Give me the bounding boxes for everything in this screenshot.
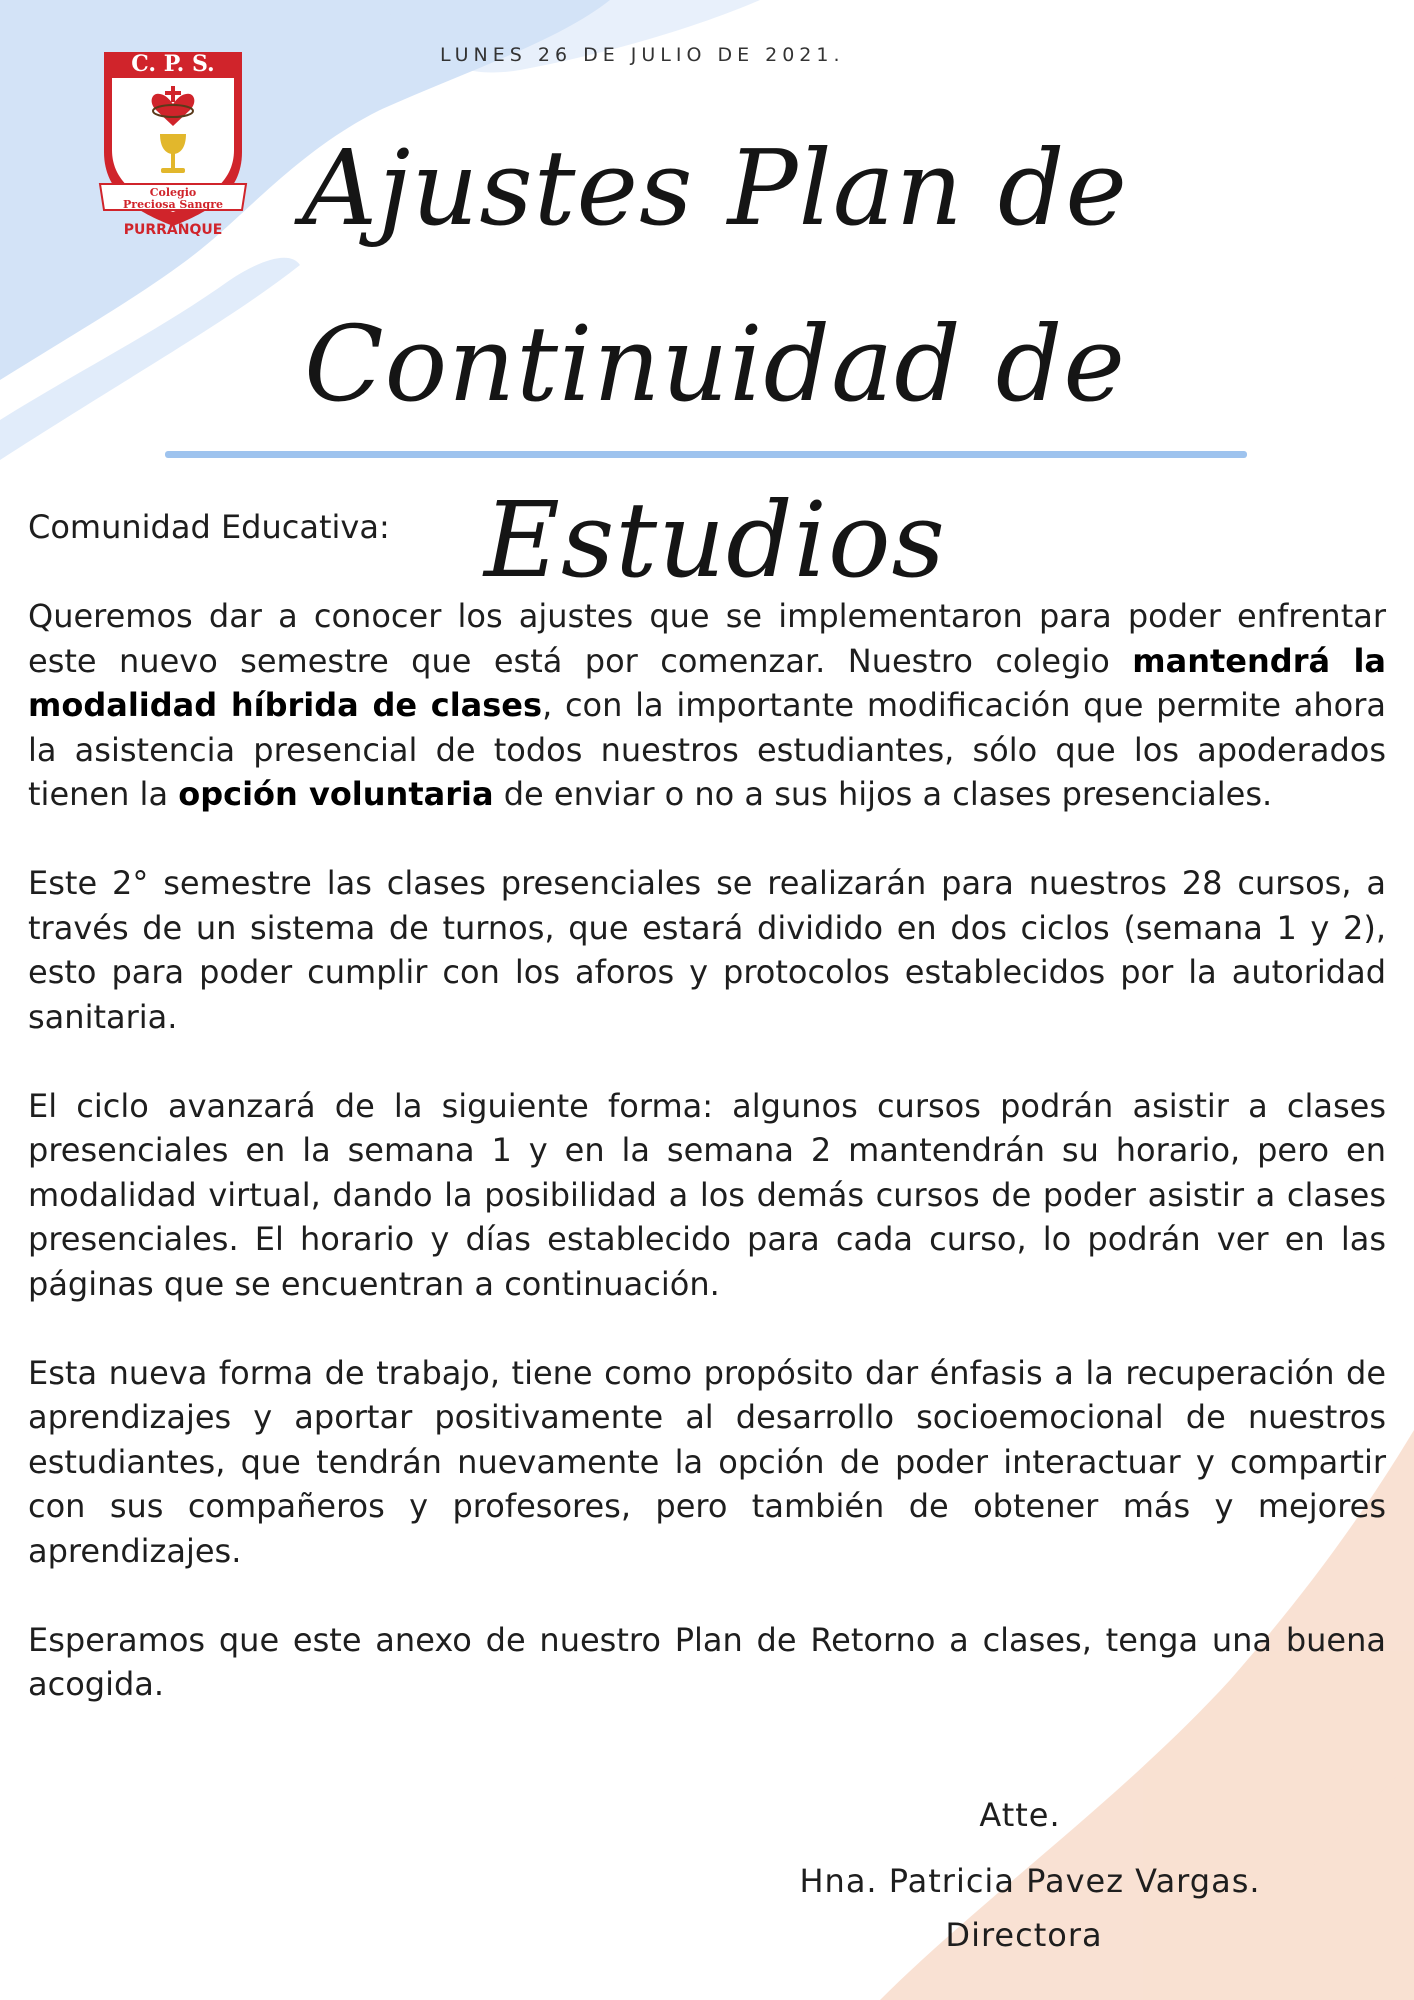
signature-name: Hna. Patricia Pavez Vargas. (799, 1862, 1261, 1900)
document-date: LUNES 26 DE JULIO DE 2021. (440, 44, 845, 66)
title-line-2: Continuidad de Estudios (304, 303, 1126, 601)
crest-city: PURRANQUE (123, 222, 223, 238)
title-line-1: Ajustes Plan de (302, 127, 1128, 249)
letter-body (28, 505, 1386, 1751)
signature-role: Directora (945, 1916, 1103, 1954)
letter-greeting: Comunidad Educativa: (28, 508, 390, 546)
title-divider (165, 451, 1247, 458)
p1-bold-hybrid: mantendrá la modalidad híbrida de clases (28, 641, 1387, 724)
crest-ribbon-top: Colegio (149, 186, 197, 199)
p1-bold-voluntary: opción voluntaria (178, 775, 494, 813)
letter-paragraph-3: El ciclo avanzará de la siguiente forma: algunos cursos podrán asistir a clases presenciales en la semana 1 y en la semana 2 mantendrán su horario, pero en modalidad virtual, dando la posibilidad a los demás cursos de poder asistir a clases presenciales. El horario y días establecido para cada curso, lo podrán ver en las páginas que se encuentran a continuación. (28, 1086, 1386, 1303)
signature-closing: Atte. (979, 1796, 1061, 1834)
letter-paragraph-2: Este 2° semestre las clases presenciales se realizarán para nuestros 28 cursos, a través de un sistema de turnos, que estará dividido en dos ciclos (semana 1 y 2), esto para poder cumplir con los aforos y protocolos establecidos por la autoridad sanitaria. (28, 864, 1386, 1036)
crest-acronym: C. P. S. (131, 51, 215, 77)
p1-text-e: de enviar o no a sus hijos a clases presenciales. (493, 775, 1273, 813)
letter-paragraph-4: Esta nueva forma de trabajo, tiene como propósito dar énfasis a la recuperación de aprendizajes y aportar positivamente al desarrollo socioemocional de nuestros estudiantes, que tendrán nuevamente la opción de poder interactuar y compartir con sus compañeros y profesores, pero también de obtener más y mejores aprendizajes. (28, 1353, 1386, 1570)
p1-text-c: , con la importante modificación que permite ahora la asistencia presencial de todos nuestros estudiantes, sólo que los apoderados tienen la (28, 686, 1387, 813)
letter-paragraph-5: Esperamos que este anexo de nuestro Plan de Retorno a clases, tenga una buena acogida. (28, 1620, 1386, 1703)
p1-text-a: Queremos dar a conocer los ajustes que se implementaron para poder enfrentar este nuevo semestre que está por comenzar. Nuestro colegio (28, 597, 1386, 680)
crest-ribbon-bottom: Preciosa Sangre (123, 198, 223, 211)
letter-paragraph-1 (28, 594, 1386, 817)
